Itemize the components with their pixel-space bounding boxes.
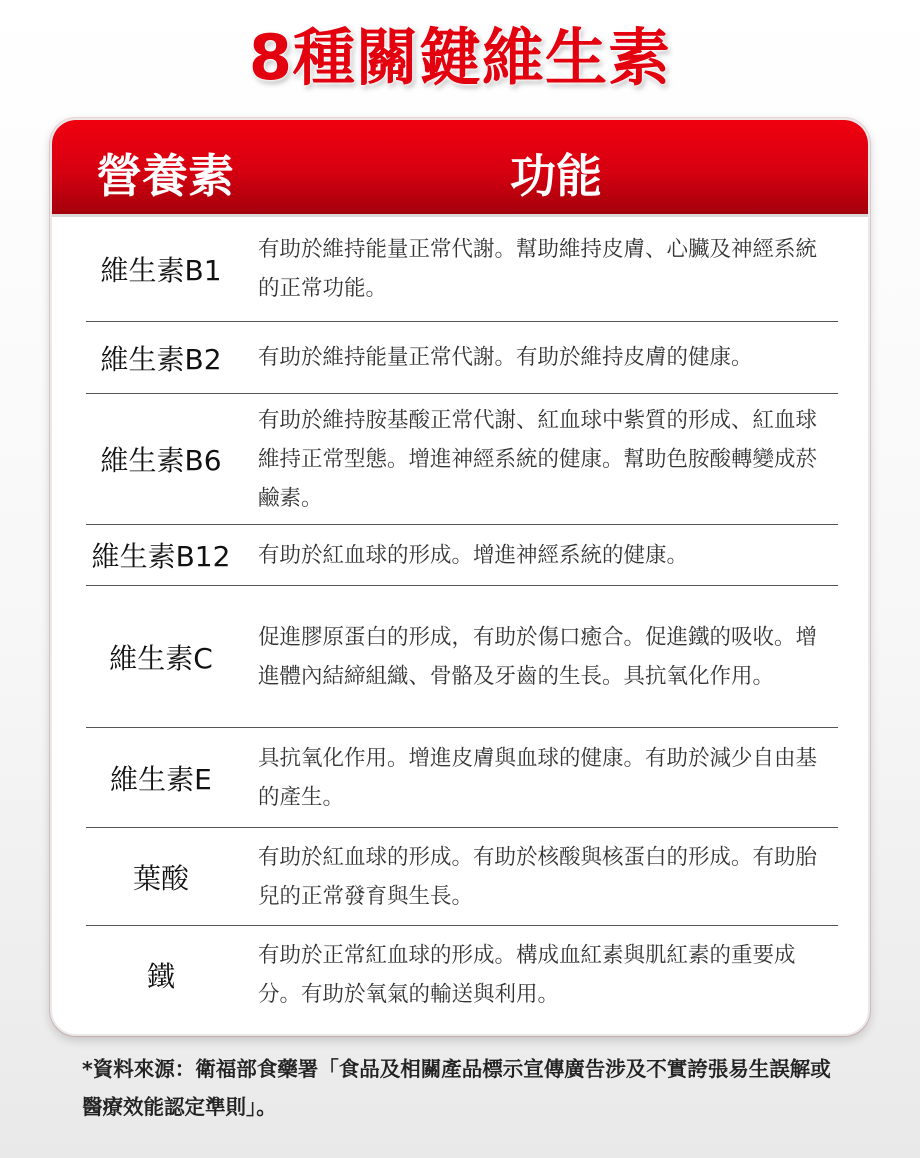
- nutrient-name: 維生素B1: [100, 254, 222, 287]
- table-row: [86, 322, 838, 394]
- nutrient-name: 維生素B12: [91, 540, 231, 573]
- nutrient-function: 有助於維持能量正常代謝。有助於維持皮膚的健康。: [258, 345, 753, 370]
- table-row: [86, 728, 838, 828]
- nutrient-function: 有助於紅血球的形成。有助於核酸與核蛋白的形成。有助胎兒的正常發育與生長。: [258, 844, 818, 909]
- table-body: [86, 217, 838, 1023]
- nutrient-function: 有助於紅血球的形成。增進神經系統的健康。: [258, 542, 689, 568]
- nutrient-function: 具抗氧化作用。增進皮膚與血球的健康。有助於減少自由基的產生。: [258, 745, 818, 810]
- table-header: [52, 120, 868, 217]
- table-row: [86, 217, 838, 322]
- table-row: [86, 828, 838, 926]
- source-note: *資料來源：衛福部食藥署「食品及相關產品標示宣傳廣告涉及不實誇張易生誤解或醫療效能認定準則」。: [82, 1057, 831, 1119]
- header-nutrient: 營養素: [96, 149, 234, 203]
- header-function: 功能: [510, 149, 602, 203]
- nutrient-function: 有助於維持胺基酸正常代謝、紅血球中紫質的形成、紅血球維持正常型態。增進神經系統的健康。幫助色胺酸轉變成菸鹼素。: [258, 407, 818, 511]
- table-row: [86, 525, 838, 586]
- nutrient-name: 維生素E: [110, 762, 212, 796]
- nutrient-function: 有助於維持能量正常代謝。幫助維持皮膚、心臟及神經系統的正常功能。: [258, 237, 818, 301]
- nutrient-name: 鐵: [146, 959, 175, 993]
- nutrient-name: 葉酸: [132, 861, 189, 895]
- nutrient-name: 維生素C: [109, 641, 213, 675]
- table-row: [86, 926, 838, 1023]
- page-title: 8種關鍵維生素: [248, 21, 672, 94]
- table-row: [86, 394, 838, 525]
- nutrient-function: 促進膠原蛋白的形成，有助於傷口癒合。促進鐵的吸收。增進體內結締組織、骨骼及牙齒的生長。具抗氧化作用。: [258, 624, 818, 689]
- vitamin-table: [50, 118, 870, 1036]
- nutrient-name: 維生素B2: [100, 342, 222, 376]
- table-row: [86, 586, 838, 728]
- nutrient-name: 維生素B6: [100, 444, 222, 477]
- nutrient-function: 有助於正常紅血球的形成。構成血紅素與肌紅素的重要成分。有助於氧氣的輸送與利用。: [258, 942, 796, 1007]
